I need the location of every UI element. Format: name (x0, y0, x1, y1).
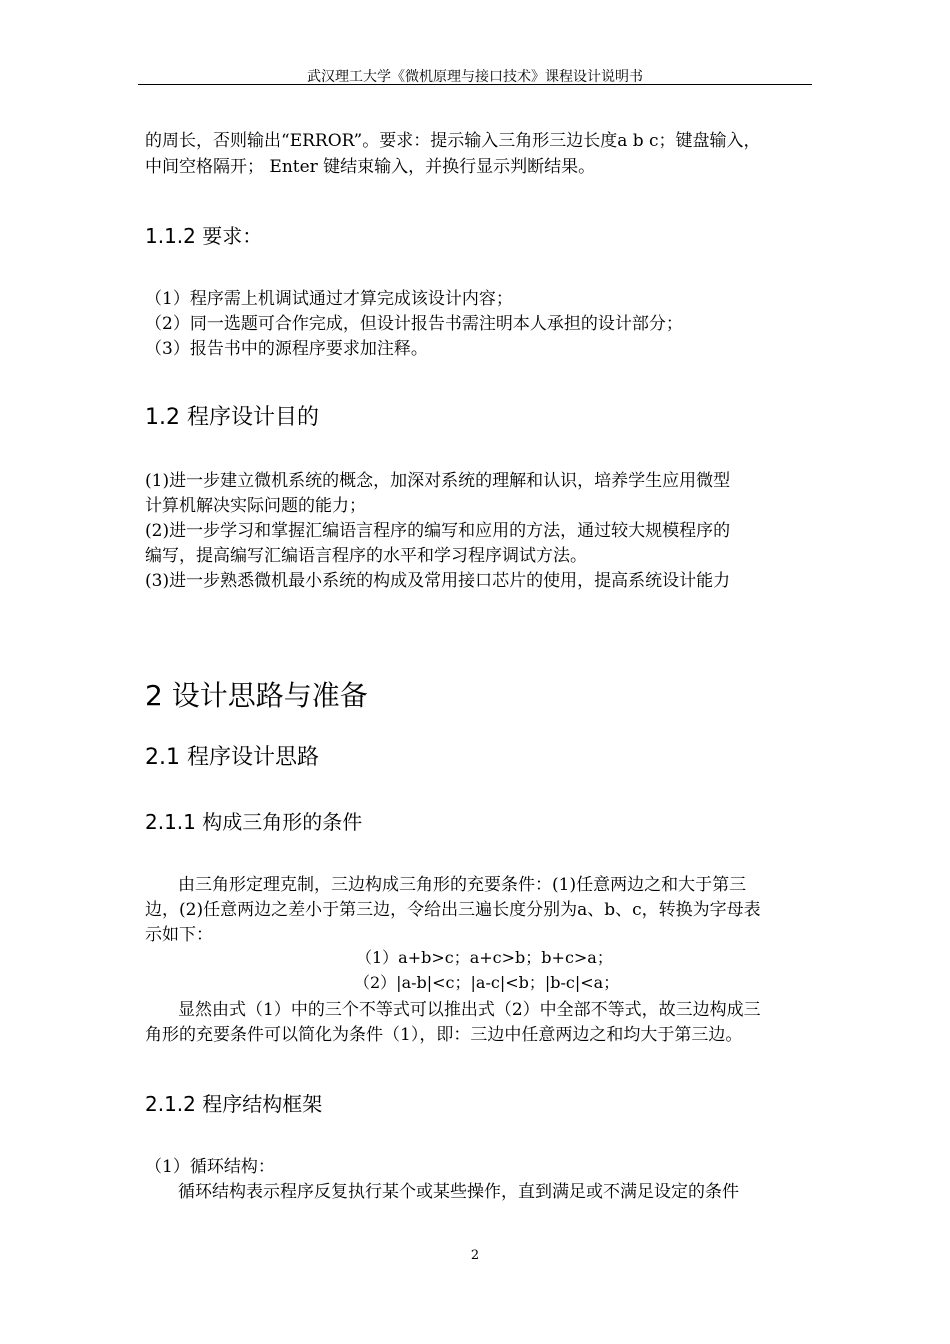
requirement-item-3: （3）报告书中的源程序要求加注释。 (145, 339, 428, 359)
condition-line-1: 由三角形定理克制，三边构成三角形的充要条件：(1)任意两边之和大于第三 (178, 875, 747, 895)
requirement-item-2: （2）同一选题可合作完成，但设计报告书需注明本人承担的设计部分； (145, 314, 683, 334)
heading-1-2: 1.2 程序设计目的 (145, 405, 319, 430)
conclusion-line-2: 角形的充要条件可以简化为条件（1），即：三边中任意两边之和均大于第三边。 (145, 1025, 743, 1045)
intro-line-2: 中间空格隔开； Enter 键结束输入，并换行显示判断结果。 (145, 157, 596, 177)
condition-line-2: 边，(2)任意两边之差小于第三边，令给出三遍长度分别为a、b、c，转换为字母表 (145, 900, 761, 920)
page-header-title: 武汉理工大学《微机原理与接口技术》课程设计说明书 (307, 69, 643, 85)
purpose-line-4: 编写，提高编写汇编语言程序的水平和学习程序调试方法。 (145, 546, 587, 566)
formula-1: （1）a+b>c；a+c>b；b+c>a； (356, 948, 613, 967)
purpose-line-5: (3)进一步熟悉微机最小系统的构成及常用接口芯片的使用，提高系统设计能力 (145, 571, 731, 591)
heading-2-1-2: 2.1.2 程序结构框架 (145, 1092, 323, 1116)
conclusion-line-1: 显然由式（1）中的三个不等式可以推出式（2）中全部不等式，故三边构成三 (178, 1000, 761, 1020)
chapter-2-heading: 2 设计思路与准备 (145, 679, 368, 712)
structure-item-1-text: 循环结构表示程序反复执行某个或某些操作，直到满足或不满足设定的条件 (178, 1182, 739, 1202)
structure-item-1: （1）循环结构： (145, 1157, 275, 1177)
page-number: 2 (470, 1248, 480, 1263)
purpose-line-2: 计算机解决实际问题的能力； (145, 496, 366, 516)
intro-line-1: 的周长，否则输出“ERROR”。要求：提示输入三角形三边长度a b c；键盘输入， (145, 131, 761, 151)
formula-2: （2）|a-b|<c；|a-c|<b；|b-c|<a； (354, 973, 620, 992)
heading-2-1-1: 2.1.1 构成三角形的条件 (145, 810, 363, 834)
heading-1-1-2: 1.1.2 要求： (145, 224, 263, 248)
purpose-line-1: (1)进一步建立微机系统的概念，加深对系统的理解和认识，培养学生应用微型 (145, 471, 731, 491)
requirement-item-1: （1）程序需上机调试通过才算完成该设计内容； (145, 289, 513, 309)
header-divider (138, 84, 812, 85)
heading-2-1: 2.1 程序设计思路 (145, 745, 319, 770)
condition-line-3: 示如下： (145, 925, 213, 945)
purpose-line-3: (2)进一步学习和掌握汇编语言程序的编写和应用的方法，通过较大规模程序的 (145, 521, 731, 541)
